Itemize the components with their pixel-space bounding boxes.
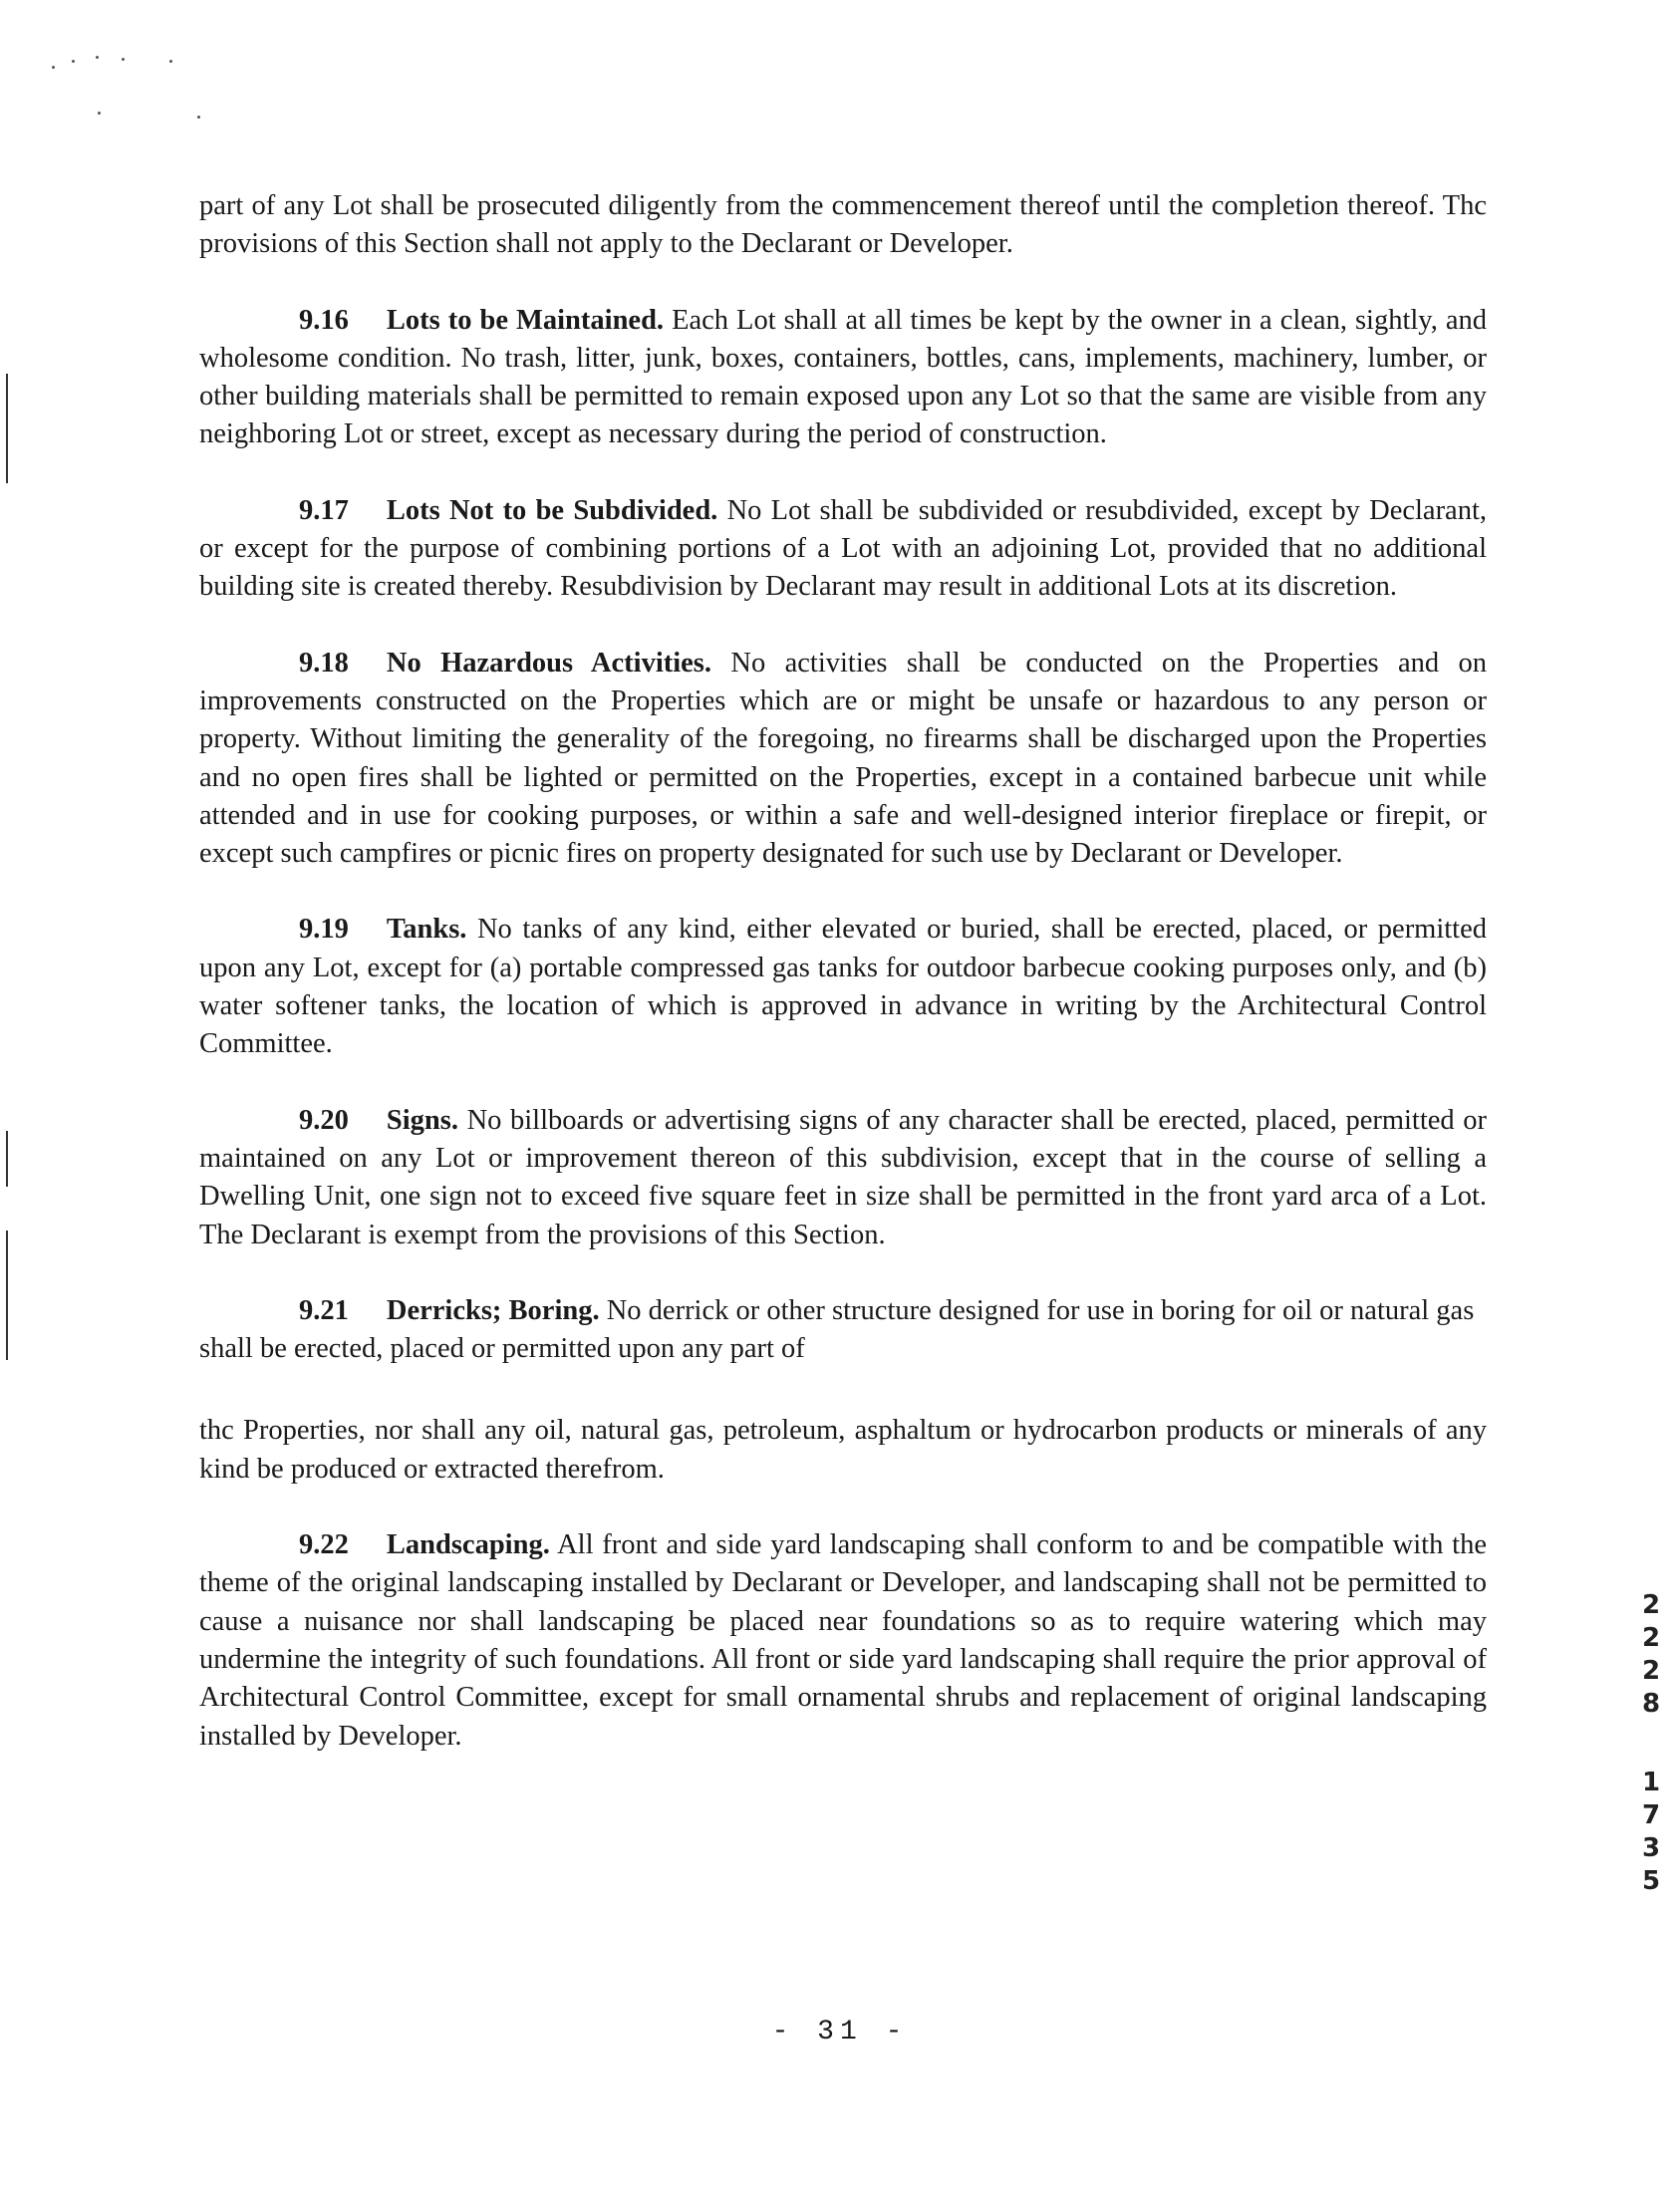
scan-speckle: [52, 66, 55, 69]
stamp-digit: 8: [1641, 1689, 1661, 1719]
section-9-17: [199, 492, 1487, 607]
section-number: 9.22: [299, 1529, 349, 1561]
margin-bar: [6, 1231, 8, 1360]
scan-speckle: [98, 112, 101, 115]
section-number: 9.20: [299, 1104, 349, 1136]
page-number: - 31 -: [771, 2017, 909, 2048]
paragraph-text: thc Properties, nor shall any oil, natural gas, petroleum, asphaltum or hydrocarbon products or minerals of any kind be produced or extracted therefrom.: [199, 1415, 1487, 1485]
margin-bar: [6, 374, 8, 483]
paragraph-continuation: [199, 187, 1487, 264]
stamp-digit: 3: [1641, 1833, 1661, 1863]
section-heading: Landscaping.: [386, 1529, 550, 1561]
stamp-digit: 5: [1641, 1866, 1661, 1896]
section-9-22: [199, 1526, 1487, 1756]
section-text: No billboards or advertising signs of any character shall be erected, placed, permitted or maintained on any Lot or improvement thereon of this subdivision, except that in the course of selling a Dwelling Unit, one sign not to exceed five square feet in size shall be permitted in the front yard arca of a Lot. The Declarant is exempt from the provisions of this Section.: [199, 1104, 1488, 1250]
section-text: Each Lot shall at all times be kept by the owner in a clean, sightly, and wholesome condition. No trash, litter, junk, boxes, containers, bottles, cans, implements, machinery, lumber, or other building materials shall be permitted to remain exposed upon any Lot so that the same are visible from any neighboring Lot or street, except as necessary during the period of construction.: [199, 304, 1487, 450]
stamp-digit: 2: [1641, 1590, 1661, 1620]
section-number: 9.17: [299, 494, 349, 526]
section-number: 9.16: [299, 304, 349, 336]
section-9-18: [199, 645, 1487, 874]
section-9-16: [199, 302, 1487, 454]
section-9-21: [199, 1292, 1487, 1369]
recording-stamp: [1634, 1589, 1668, 1898]
section-number: 9.19: [299, 914, 349, 946]
section-heading: Lots to be Maintained.: [386, 304, 665, 336]
scan-speckle: [197, 116, 200, 119]
margin-bar: [6, 1131, 8, 1187]
section-heading: Derricks; Boring.: [386, 1294, 600, 1326]
stamp-digit: 7: [1641, 1800, 1661, 1830]
section-number: 9.18: [299, 647, 349, 679]
section-text: No activities shall be conducted on the Properties and on improvements constructed on the Properties which are or might be unsafe or hazardous to any person or property. Without limiting the generality of the foregoing, no firearms shall be discharged upon the Properties and no open fires shall be lighted or permitted on the Properties, except in a contained barbecue unit while attended and in use for cooking purposes, or within a safe and well-designed interior fireplace or firepit, or except such campfires or picnic fires on property designated for such use by Declarant or Developer.: [199, 647, 1487, 870]
section-text: No derrick or other structure designed for use in boring for oil or natural gas shall be erected, placed or permitted upon any part of: [199, 1294, 1475, 1365]
section-heading: Signs.: [386, 1104, 458, 1136]
section-text: No tanks of any kind, either elevated or buried, shall be erected, placed, or permitted upon any Lot, except for (a) portable compressed gas tanks for outdoor barbecue cooking purposes only, and (b) water softener tanks, the location of which is approved in advance in writing by the Architectural Control Committee.: [199, 914, 1488, 1060]
section-9-20: [199, 1102, 1487, 1254]
scan-speckle: [169, 60, 172, 63]
paragraph-continuation: [199, 1412, 1487, 1489]
section-heading: No Hazardous Activities.: [386, 647, 712, 679]
scan-speckle: [72, 60, 75, 63]
scan-speckle: [96, 56, 99, 59]
section-heading: Lots Not to be Subdivided.: [386, 494, 718, 526]
section-text: No Lot shall be subdivided or resubdivided, except by Declarant, or except for the purpose of combining portions of a Lot with an adjoining Lot, provided that no additional building site is created thereby. Resubdivision by Declarant may result in additional Lots at its discretion.: [199, 494, 1488, 603]
stamp-digit: 2: [1641, 1623, 1661, 1653]
section-text: All front and side yard landscaping shall conform to and be compatible with the theme of the original landscaping installed by Declarant or Developer, and landscaping shall not be permitted to cause a nuisance nor shall landscaping be placed near foundations so as to require watering which may undermine the integrity of such foundations. All front or side yard landscaping shall require the prior approval of Architectural Control Committee, except for small ornamental shrubs and replacement of original landscaping installed by Developer.: [199, 1529, 1487, 1752]
stamp-digit: 1: [1641, 1768, 1661, 1797]
section-number: 9.21: [299, 1294, 349, 1326]
section-heading: Tanks.: [386, 914, 467, 946]
document-body: [199, 187, 1487, 1756]
stamp-digit: 2: [1641, 1656, 1661, 1686]
scan-speckle: [122, 58, 125, 61]
paragraph-text: part of any Lot shall be prosecuted diligently from the commencement thereof until the completion thereof. Thc provisions of this Section shall not apply to the Declarant or Developer.: [199, 190, 1487, 260]
section-9-19: [199, 911, 1487, 1063]
